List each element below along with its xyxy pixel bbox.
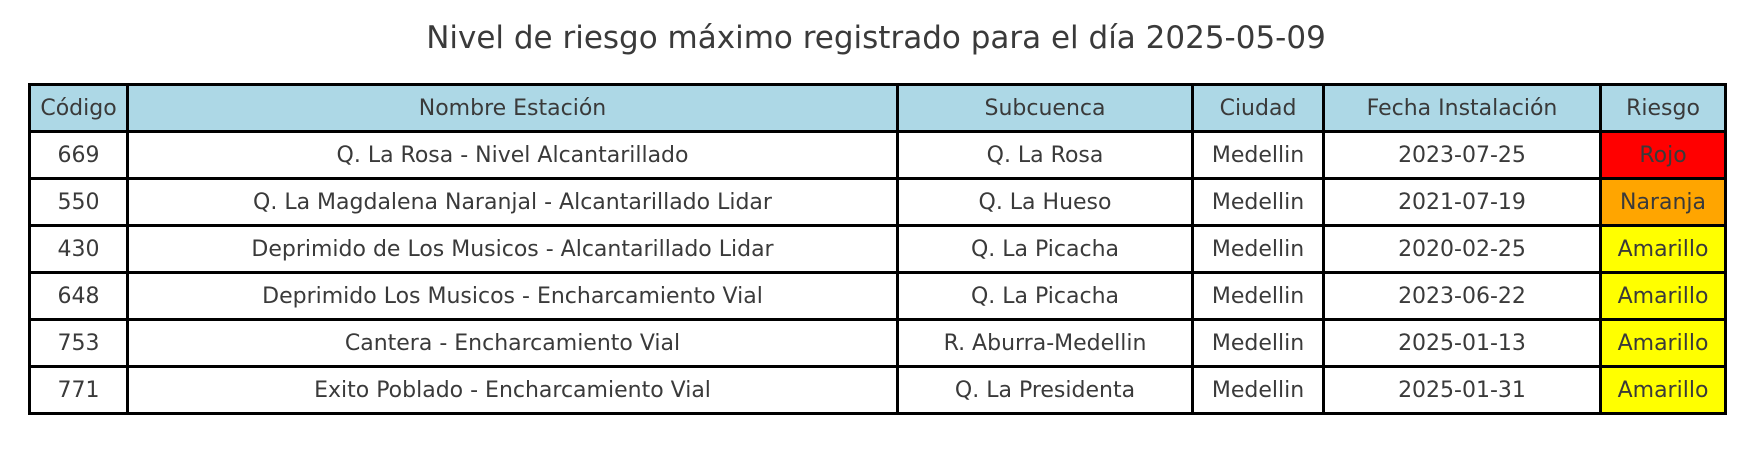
header-fecha-instalacion: Fecha Instalación xyxy=(1324,85,1601,132)
cell-fecha: 2023-07-25 xyxy=(1324,132,1601,179)
table-row xyxy=(30,132,1726,179)
cell-subcuenca: Q. La Picacha xyxy=(898,226,1193,273)
header-codigo: Código xyxy=(30,85,128,132)
cell-fecha: 2023-06-22 xyxy=(1324,273,1601,320)
header-riesgo: Riesgo xyxy=(1601,85,1726,132)
cell-codigo: 430 xyxy=(30,226,128,273)
cell-nombre: Deprimido Los Musicos - Encharcamiento Vial xyxy=(128,273,898,320)
table-row xyxy=(30,273,1726,320)
cell-nombre: Q. La Magdalena Naranjal - Alcantarillado Lidar xyxy=(128,179,898,226)
cell-subcuenca: R. Aburra-Medellin xyxy=(898,320,1193,367)
cell-subcuenca: Q. La Hueso xyxy=(898,179,1193,226)
cell-riesgo: Rojo xyxy=(1601,132,1726,179)
table-row xyxy=(30,179,1726,226)
header-row xyxy=(30,85,1726,132)
cell-ciudad: Medellin xyxy=(1193,179,1324,226)
cell-ciudad: Medellin xyxy=(1193,273,1324,320)
cell-nombre: Exito Poblado - Encharcamiento Vial xyxy=(128,367,898,414)
cell-fecha: 2025-01-31 xyxy=(1324,367,1601,414)
cell-riesgo: Amarillo xyxy=(1601,367,1726,414)
cell-riesgo: Amarillo xyxy=(1601,226,1726,273)
table-row xyxy=(30,226,1726,273)
table-row xyxy=(30,320,1726,367)
cell-nombre: Cantera - Encharcamiento Vial xyxy=(128,320,898,367)
header-subcuenca: Subcuenca xyxy=(898,85,1193,132)
cell-riesgo: Amarillo xyxy=(1601,320,1726,367)
cell-fecha: 2020-02-25 xyxy=(1324,226,1601,273)
cell-subcuenca: Q. La Presidenta xyxy=(898,367,1193,414)
cell-fecha: 2025-01-13 xyxy=(1324,320,1601,367)
cell-codigo: 550 xyxy=(30,179,128,226)
cell-nombre: Q. La Rosa - Nivel Alcantarillado xyxy=(128,132,898,179)
cell-riesgo: Amarillo xyxy=(1601,273,1726,320)
cell-riesgo: Naranja xyxy=(1601,179,1726,226)
table-title: Nivel de riesgo máximo registrado para el día 2025-05-09 xyxy=(426,20,1326,56)
header-ciudad: Ciudad xyxy=(1193,85,1324,132)
cell-codigo: 648 xyxy=(30,273,128,320)
cell-nombre: Deprimido de Los Musicos - Alcantarillado Lidar xyxy=(128,226,898,273)
cell-subcuenca: Q. La Rosa xyxy=(898,132,1193,179)
cell-fecha: 2021-07-19 xyxy=(1324,179,1601,226)
cell-codigo: 771 xyxy=(30,367,128,414)
cell-ciudad: Medellin xyxy=(1193,320,1324,367)
cell-subcuenca: Q. La Picacha xyxy=(898,273,1193,320)
cell-codigo: 669 xyxy=(30,132,128,179)
table-row xyxy=(30,367,1726,414)
cell-ciudad: Medellin xyxy=(1193,132,1324,179)
cell-ciudad: Medellin xyxy=(1193,367,1324,414)
header-nombre-estacion: Nombre Estación xyxy=(128,85,898,132)
cell-ciudad: Medellin xyxy=(1193,226,1324,273)
cell-codigo: 753 xyxy=(30,320,128,367)
risk-table xyxy=(28,83,1727,415)
